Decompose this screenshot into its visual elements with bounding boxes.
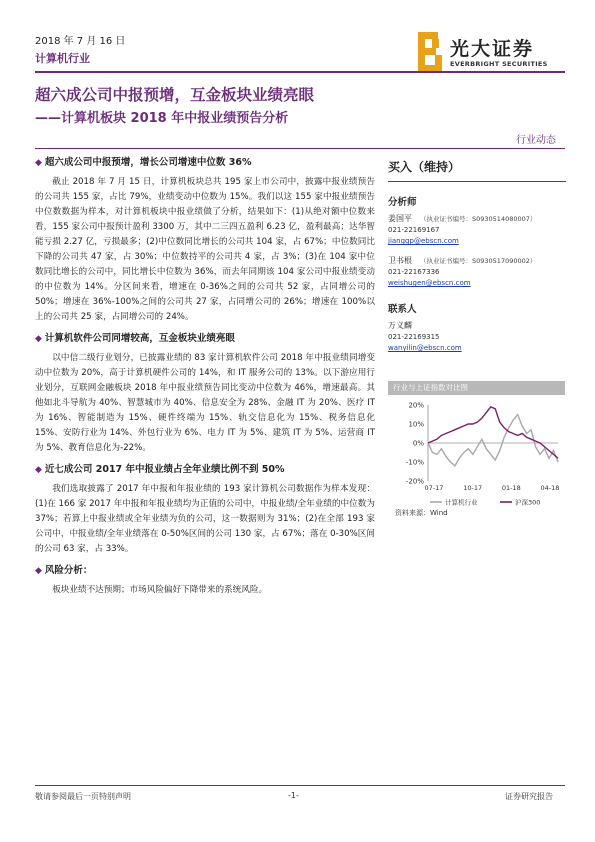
contact-tel: 021-22169315 — [388, 333, 440, 341]
section-paragraph-4: 板块业绩不达预期；市场风险偏好下降带来的系统风险。 — [52, 585, 268, 595]
comparison-line-chart — [388, 399, 565, 517]
y-tick-label: 20% — [408, 401, 424, 410]
rating-divider — [388, 181, 566, 182]
analysts-heading: 分析师 — [388, 197, 417, 208]
x-tick-label: 07-17 — [424, 484, 444, 492]
title-divider — [35, 148, 565, 149]
analyst-1: 姜国平 （执业证书编号：S0930514080007） — [388, 214, 537, 223]
y-tick-label: -20% — [405, 477, 424, 486]
contact-heading: 联系人 — [388, 304, 417, 315]
analyst-tel: 021-22169167 — [388, 226, 440, 234]
page-number: -1- — [288, 791, 299, 800]
contact-email-link[interactable]: wanyilin@ebscn.com — [388, 344, 462, 352]
diamond-bullet-icon: ◆ — [35, 158, 42, 168]
analyst-tel: 021-22167336 — [388, 268, 440, 276]
analyst-license: （执业证书编号：S0930514080007） — [420, 215, 537, 223]
diamond-bullet-icon: ◆ — [35, 465, 42, 475]
logo-text-cn: 光大证券 — [450, 38, 535, 60]
footer-divider — [35, 785, 565, 786]
section-paragraph-3: 我们选取披露了 2017 年中报和年报业绩的 193 家计算机公司数据作为样本发现：(1)在 166 家 2017 年中报和年报业绩均为正值的公司中，中报业绩/全年业绩的中位数为 37%；若算上中报业绩或全年业绩为负的公司，这一数据则为 31%；(2)在全部 193 家公司中，中报业绩/全年业绩落在 0-50%区间的公司 130 家，占 67%；落在 0-30%区间的公司 63 家，占 33%。 — [35, 484, 375, 554]
industry-label: 计算机行业 — [35, 52, 90, 65]
section-heading-4: ◆ 风险分析： — [35, 565, 93, 576]
footer-report-label: 证券研究报告 — [505, 792, 553, 801]
header-divider — [35, 71, 565, 73]
sidebar — [388, 150, 568, 354]
investment-rating: 买入（维持） — [388, 160, 461, 174]
legend-label: 计算机行业 — [445, 498, 478, 507]
diamond-bullet-icon: ◆ — [35, 334, 42, 344]
company-logo — [418, 30, 568, 75]
chart-title: 行业与上证指数对比图 — [388, 381, 565, 395]
section-heading-2: ◆ 计算机软件公司同增较高，互金板块业绩亮眼 — [35, 333, 235, 344]
report-date: 2018 年 7 月 16 日 — [35, 36, 126, 47]
report-subtitle: ——计算机板块 2018 年中报业绩预告分析 — [35, 111, 289, 126]
y-tick-label: -10% — [405, 458, 424, 467]
analyst-2: 卫书根 （执业证书编号：S0930517090002） — [388, 256, 537, 265]
report-type: 行业动态 — [516, 135, 556, 146]
logo-text-en: EVERBRIGHT SECURITIES — [450, 60, 548, 68]
section-heading-1: ◆ 超六成公司中报预增，增长公司增速中位数 36% — [35, 157, 252, 168]
chart-source: 资料来源：Wind — [395, 509, 448, 517]
contact-1: 万义麟 — [388, 321, 412, 330]
y-tick-label: 10% — [408, 420, 424, 429]
logo-mark-icon — [418, 32, 444, 72]
section-paragraph-2: 以中信二级行业划分，已披露业绩的 83 家计算机软件公司 2018 年中报业绩同增变动中位数为 20%，高于计算机硬件公司的 14%，和 IT 服务公司的 13%。以下游应用行业划分，互联网金融板块 2018 年中报业绩预告同比变动中位数为 46%，增速最高。其他如北斗导航为 40%、智慧城市为 40%、信息安全为 28%、金融 IT 为 20%、医疗 IT 为 16%、智能制造为 15%、硬件终端为 15%、轨交信息化为 15%、税务信息化 15%、安防行业为 14%、外包行业为 6%、电力 IT 为 5%、建筑 IT 为 5%、运营商 IT 为 5%、教育信息化为-22%。 — [35, 353, 375, 453]
section-paragraph-1: 截止 2018 年 7 月 15 日，计算机板块总共 195 家上市公司中，披露中报业绩预告的公司共 155 家，占比 79%，业绩变动中位数为 15%。我们以这 155 家中报业绩预告中位数数据为样本，对计算机板块中报业绩做了分析，结果如下：(1)从绝对额中位数来看，155 家公司中报预计盈利 3300 万，其中二三四五盈利 6.23 亿，盈利最高；达华智能亏损 2.27 亿，亏损最多；(2)中位数同比增长的公司共 104 家，占 67%；中位数同比下降的公司共 47 家，占 30%；中位数持平的公司共 4 家，占 3%；(3)在 104 家中位数同比增长的公司中，同比增长中位数为 36%，而去年同期该 104 家公司中报业绩变动的中位数为 14%。分区间来看，增速在 0-36%之间的公司共 52 家，占同增公司的 50%；增速在 36%-100%之间的公司共 27 家，占同增公司的 26%；增速在 100%以上的公司共 25 家，占同增公司的 24%。 — [35, 177, 375, 322]
analyst-license: （执业证书编号：S0930517090002） — [420, 257, 537, 265]
x-tick-label: 01-18 — [501, 484, 521, 492]
section-heading-3: ◆ 近七成公司 2017 年中报业绩占全年业绩比例不到 50% — [35, 464, 285, 475]
x-tick-label: 10-17 — [463, 484, 483, 492]
footer-disclaimer: 敬请参阅最后一页特别声明 — [35, 792, 131, 801]
main-body — [35, 150, 375, 598]
analyst-email-link[interactable]: jianggp@ebscn.com — [388, 237, 459, 245]
legend-label: 沪深300 — [515, 498, 541, 507]
diamond-bullet-icon: ◆ — [35, 566, 42, 576]
analyst-email-link[interactable]: weishugen@ebscn.com — [388, 279, 471, 287]
series-line-1 — [428, 415, 558, 466]
y-tick-label: 0% — [412, 439, 424, 448]
x-tick-label: 04-18 — [540, 484, 560, 492]
report-title: 超六成公司中报预增，互金板块业绩亮眼 — [35, 86, 315, 104]
